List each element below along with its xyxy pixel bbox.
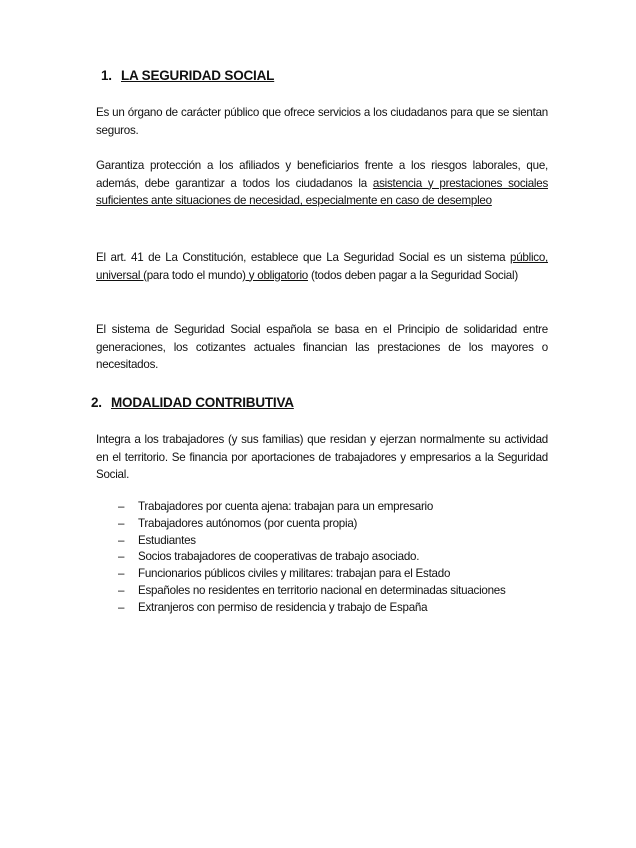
bullet-dash: – (118, 533, 125, 547)
bullet-dash: – (118, 550, 125, 564)
list-item: – Socios trabajadores de cooperativas de trabajo asociado. (118, 549, 550, 566)
section-1-title: LA SEGURIDAD SOCIAL (121, 68, 275, 83)
paragraph-3-text: El art. 41 de La Constitución, establece que La Seguridad Social es un sistema (96, 251, 511, 264)
paragraph-3-end: (todos deben pagar a la Seguridad Social) (308, 268, 518, 282)
list-item: – Extranjeros con permiso de residencia y trabajo de España (118, 600, 550, 617)
section-2-paragraph-1: Integra a los trabajadores (y sus familias) que residan y ejerzan normalmente su actividad en el territorio. Se financia por aportaciones de trabajadores y empresarios a la Seguridad Social. (96, 433, 548, 482)
paragraph-2-underline-1: asistencia y prestaciones sociales (372, 176, 548, 190)
bullet-dash: – (118, 567, 125, 581)
paragraph-3-underline-1: público, universal ( (96, 251, 548, 282)
paragraph-2-text: Garantiza protección a los afiliados y beneficiarios frente a los riesgos laborales, que, además, debe garantizar a todos los ciudadanos la (96, 159, 548, 190)
bullet-dash: – (118, 516, 125, 530)
section-1-paragraph-1: Es un órgano de carácter público que ofrece servicios a los ciudadanos para que se sientan seguros. (96, 106, 548, 137)
list-item: – Funcionarios públicos civiles y militares: trabajan para el Estado (118, 566, 550, 583)
list-item: – Trabajadores autónomos (por cuenta propia) (118, 516, 550, 533)
section-1-paragraph-4: El sistema de Seguridad Social española se basa en el Principio de solidaridad entre generaciones, los cotizantes actuales financian las prestaciones de los mayores o necesitados. (96, 323, 548, 372)
section-1-heading (101, 68, 274, 83)
paragraph-3-underline-2: ) y obligatorio (242, 268, 308, 282)
bullet-dash: – (118, 583, 125, 597)
section-1-paragraph-3 (96, 249, 548, 284)
section-2-heading (91, 395, 294, 410)
section-2-number: 2. (91, 395, 102, 410)
list-item: – Españoles no residentes en territorio nacional en determinadas situaciones (118, 583, 550, 600)
bullet-dash: – (118, 500, 125, 513)
paragraph-2-underline-2: suficientes ante situaciones de necesidad, especialmente en caso de desempleo (96, 194, 492, 208)
list-item: – Trabajadores por cuenta ajena: trabajan para un empresario (118, 499, 550, 516)
section-1-number: 1. (101, 68, 112, 83)
section-1-paragraph-2 (96, 157, 548, 210)
list-item: – Estudiantes (118, 533, 550, 550)
contributive-list (118, 499, 550, 617)
bullet-dash: – (118, 600, 125, 614)
section-2-title: MODALIDAD CONTRIBUTIVA (111, 395, 294, 410)
paragraph-3-middle: para todo el mundo (146, 268, 243, 282)
